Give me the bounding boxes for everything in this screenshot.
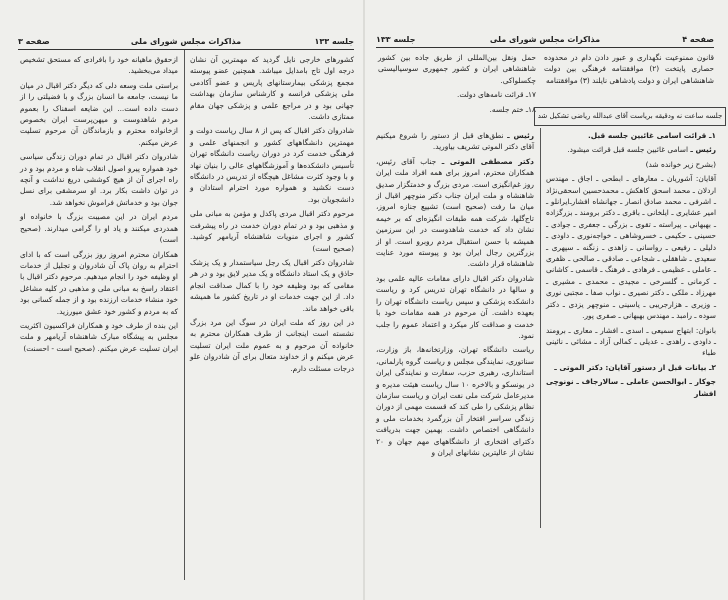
session-number: جلسه ۱۳۳ <box>376 35 416 44</box>
paragraph <box>546 144 716 155</box>
speaker-name: رئیس ـ <box>690 145 716 155</box>
right-page-header <box>376 33 714 48</box>
column-divider <box>540 128 541 528</box>
paragraph <box>546 376 716 399</box>
speaker-name: دکتر مصطفی الموتی ـ <box>441 156 534 166</box>
paragraph: ۱۷ـ قرائت نامه‌های دولت. <box>456 90 536 100</box>
speaker-name: ۱ـ قرائت اسامی غائبین جلسه قبل. <box>588 131 716 140</box>
paragraph-text: ریاست دانشگاه تهران، وزارتخانه‌ها، باز وزارت، سناتوری، نمایندگی مجلس و ریاست گروه پارلمانی، استانداری، رهبری حزب، سفارت و نمایندگی ایران در یونسکو و بالاخره ۱۰ سال ریاست هیئت مدیره و مدیرعامل شرکت ملی نفت ایران و ریاست سازمان نظام پزشکی را طی کند که قسمت مهمی از دوران زندگی سراسر افتخار آن بزرگمرد بخدمات ملی و دانشگاهی اختصاص داشت. بهمین جهت بدریافت دکترای افتخاری از دانشگاههای مهم جهان و ۲۰ نشان از عالیترین نشانهای ایران و <box>376 345 535 457</box>
publication-title: مذاکرات مجلس شورای ملی <box>130 37 242 46</box>
paragraph: ازحقوق ماهیانه خود را بافرادی که مستحق تشخیص میداد می‌بخشید. <box>20 55 178 76</box>
page-number: صفحه ۴ <box>682 35 714 44</box>
paragraph <box>376 344 534 458</box>
speaker-name: ۲ـ بیانات قبل از دستور آقایان: دکتر الموتی ـ <box>554 362 716 372</box>
paragraph <box>376 273 534 341</box>
paragraph-text: بانوان: ابتهاج سمیعی ـ اسدی ـ افشار ـ معاری ـ برومند ـ داودی ـ راهدی ـ عدیلی ـ کمالی آزاد ـ مشائی ـ نائینی طباء <box>546 325 716 358</box>
paragraph <box>546 362 716 373</box>
left-page-left-column <box>20 54 178 357</box>
paragraph <box>546 130 716 141</box>
page-number: صفحه ۳ <box>18 37 50 46</box>
paragraph-text: نطق‌های قبل از دستور را شروع میکنیم آقای دکتر الموتی تشریف بیاورید. <box>376 131 534 152</box>
paragraph <box>546 159 716 170</box>
speaker-name: جوکار ـ ابوالحسن عاملی ـ سالارجاف ـ نونوچی افشار <box>546 377 716 398</box>
left-page-header <box>18 35 354 50</box>
paragraph: حمل ونقل بین‌المللی از طریق جاده بین کشور شاهنشاهی ایران و کشور جمهوری سوسیالیستی چکسلواکی. <box>378 53 536 85</box>
paragraph-text: جناب آقای رئیس، همکاران محترم، امروز برای همه افراد ملت ایران روز غم‌انگیزی است. مردی بزرگ و خدمتگزار صدیق شاهنشاه و ملت ایران جناب دکتر منوچهر اقبال از میان ما رفت (صحیح است) تشییع جنازه امروز، تاج‌گلها، شرکت همه طبقات انگیزه‌ای که بر خیمه نشان داد که خدمت شاهدوست در این سرزمین همیشه با حسن استقبال مردم روبرو است. او از بزرگترین رجال ایران بود و پیوسته مورد عنایت شاهنشاه قرار داشت. <box>376 156 534 269</box>
paragraph: شادروان دکتر اقبال یک رجل سیاستمدار و یک پزشک حاذق و یک استاد دانشگاه و یک مدیر لایق بود و در هر مقامی که بود وظیفه خود را با کمال صداقت انجام داد. از این جهت خدمات او در تاریخ کشور ما همیشه باقی خواهد ماند. <box>190 257 354 313</box>
paragraph-text: اسامی غائبین جلسه قبل قرائت میشود. <box>567 145 689 155</box>
paragraph <box>376 130 534 153</box>
paragraph: همکاران محترم امروز روز بزرگی است که با ادای احترام به روان پاک آن شادروان و تجلیل از خدمات او وظیفه خود را انجام میدهیم. مرحوم دکتر اقبال با اعتقاد راسخ به مبانی ملی و مذهبی در کلیه مشاغل خود منشاء خدمات ارزنده بود و از جمله کسانی بود که به مردم و کشور خود عشق میورزید. <box>20 249 178 316</box>
column-divider <box>184 50 185 580</box>
paragraph-text: شادروان دکتر اقبال دارای مقامات عالیه علمی بود و سالها در دانشگاه تهران تدریس کرد و ریاست دانشکده پزشکی و سپس ریاست دانشگاه تهران را بعهده داشت. آن مرحوم در همه مقامات خود با خدمت و صداقت کار میکرد و اعتماد عموم را جلب نمود. <box>376 273 534 340</box>
paragraph: مردم ایران در این مصیبت بزرگ با خانواده او همدردی میکنند و یاد او را گرامی میدارند. (صحیح است) <box>20 212 178 245</box>
paragraph: شادروان دکتر اقبال که پس از ۸ سال ریاست دولت و مهمترین دانشگاههای کشور و انجمنهای علمی و فرهنگی خدمت کرد در دوران ریاست دانشگاه تهران تأسیس دانشکده‌ها و آموزشگاههای عالی را بنیان نهاد و با وجود کثرت مشاغل هیچگاه از تدریس در دانشگاه دست نکشید و همواره مورد احترام استادان و دانشجویان بود. <box>190 126 355 204</box>
right-page <box>364 0 728 600</box>
paragraph: براستی ملت وسعه دلی که دیگر دکتر اقبال در میان ما نیست، جامعه ما انسان بزرگ و با فضیلتی را از دست داده است... این ضایعه اسفناک را بعموم مردم شاهدوست و میهن‌پرست ایران بخصوص ازخانواده محترم و بازماندگان آن مرحوم تسلیت عرض میکنم. <box>20 80 178 147</box>
paragraph <box>546 173 716 321</box>
publication-title: مذاکرات مجلس شورای ملی <box>489 35 601 44</box>
paragraph: شادروان دکتر اقبال در تمام دوران زندگی سیاسی خود همواره پیرو اصول انقلاب شاه و مردم بود و در راه اجرای آن از هیچ کوششی دریغ نداشت و آنچه در توان داشت بکار برد. او سرمشقی برای نسل جوان بود و خدماتش فراموش نخواهد شد. <box>20 152 178 207</box>
left-page-right-column <box>190 54 354 377</box>
session-number: جلسه ۱۳۳ <box>314 37 354 46</box>
paragraph: این بنده از طرف خود و همکاران فراکسیون اکثریت مجلس به پیشگاه مبارک شاهنشاه آریامهر و ملت ایران تسلیت عرض میکنم. (صحیح است - احسنت) <box>20 320 178 353</box>
paragraph: کشورهای خارجی نایل گردید که مهمترین آن نشان درجه اول تاج بامدایل میباشد. همچنین عضو پیوسته مجمع پزشکی بیمارستانهای پاریس و عضو آکادمی ملی پزشکی فرانسه و کارشناس سازمان بهداشت جهانی بود و در مراجع علمی و پزشکی جهان مقام ممتازی داشت. <box>190 55 354 122</box>
right-page-right-column <box>546 130 716 402</box>
paragraph <box>546 325 716 359</box>
paragraph-text: (بشرح زیر خوانده شد) <box>645 159 716 169</box>
agenda-items <box>378 52 536 118</box>
paragraph: در این روز که ملت ایران در سوگ این مرد بزرگ نشسته است اینجانب از طرف همکاران محترم به خانواده آن مرحوم و به عموم ملت ایران تسلیت عرض میکنم و از خداوند متعال برای آن شادروان علو درجات مسئلت دارم. <box>190 317 354 373</box>
paragraph-text: آقایان: آشوریان ـ معارهای ـ ابطحی ـ اجاق ـ مهندس اردلان ـ محمد اسحق کاهکش ـ محمدحسین اسحقی‌نژاد ـ اشرفی ـ محمد صادق انصار ـ جهانشاه افشارـ‌ایرانلو ـ امیر عشایری ـ ایلخانی ـ باقری ـ دکتر برومند ـ بزرگزاده ـ بهبهانی ـ پیراسته ـ تقوی ـ بزرگی ـ جعفری ـ جوادی ـ حسینی ـ حکیمی ـ خسروشاهی ـ خواجه‌نوری ـ داودی ـ دلیلی ـ رفیعی ـ رواسانی ـ زاهدی ـ زنگنه ـ سپهری ـ سعیدی ـ شاهقلی ـ شجاعی ـ صادقی ـ صالحی ـ ظفری ـ عاملی ـ عظیمی ـ فرهادی ـ فرهنگ ـ قاسمی ـ کاشانی ـ کرمانی ـ گلسرخی ـ مجیدی ـ محمدی ـ مشیری ـ مهرزاد ـ ملکی ـ دکتر نصیری ـ نواب صفا ـ مجتبی نوری ـ وزیری ـ هزارجریبی ـ یاسینی ـ منوچهر یزدی ـ دکتر سوده ـ رامبد ـ مهندس بهبهانی ـ صفری پور. <box>546 174 716 321</box>
agenda-continued: قانون ممنوعیت نگهداری و عبور دادن دام در محدوده حصاری پایتخت (۲) موافقتنامه فرهنگی بین دولت شاهنشاهی ایران و دولت پادشاهی نایلند (۳) موافقتنامه <box>544 53 715 85</box>
paragraph <box>376 156 534 270</box>
paragraph: مرحوم دکتر اقبال مردی پاکدل و مؤمن به مبانی ملی و مذهبی بود و در تمام دوران خدمت در راه پیشرفت کشور و اجرای منویات شاهنشاه آریامهر کوشید. (صحیح است) <box>190 209 354 253</box>
right-page-left-column <box>376 130 534 461</box>
paragraph: ۱۸ـ ختم جلسه. <box>489 104 536 114</box>
session-opening-notice: جلسه ساعت نه ودقیقه بریاست آقای عبدالله ریاضی تشکیل شد <box>534 107 726 126</box>
speaker-name: رئیس ـ <box>507 131 534 140</box>
